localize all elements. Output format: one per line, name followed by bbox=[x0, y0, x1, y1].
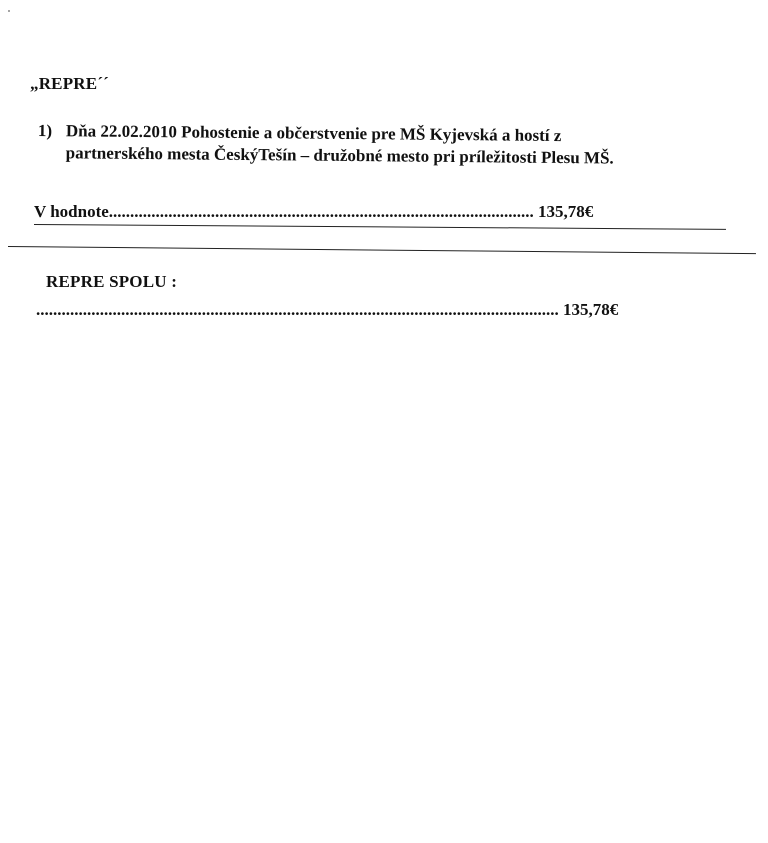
value-dot-leader: .................................................................................................... bbox=[108, 202, 534, 221]
value-amount: 135,78€ bbox=[538, 202, 594, 221]
item-number: 1) bbox=[37, 120, 53, 141]
total-row bbox=[36, 300, 618, 320]
value-label: V hodnote bbox=[34, 202, 109, 221]
list-item bbox=[37, 120, 738, 168]
divider-rule bbox=[8, 246, 756, 254]
document-title: „REPRE´´ bbox=[30, 74, 110, 93]
item-text bbox=[66, 120, 706, 170]
total-label: REPRE SPOLU : bbox=[46, 272, 178, 291]
value-row bbox=[34, 202, 593, 222]
total-amount: 135,78€ bbox=[563, 300, 619, 319]
total-dot-leader: ........................................................................................................................... bbox=[36, 300, 559, 319]
item-text-line-2: partnerského mesta ČeskýTešín – družobné mesto pri príležitosti Plesu MŠ. bbox=[65, 143, 614, 168]
scan-speck bbox=[8, 10, 10, 12]
item-text-line-1: Dňa 22.02.2010 Pohostenie a občerstvenie pre MŠ Kyjevská a hostí z bbox=[65, 121, 562, 146]
underline-rule bbox=[34, 224, 726, 230]
